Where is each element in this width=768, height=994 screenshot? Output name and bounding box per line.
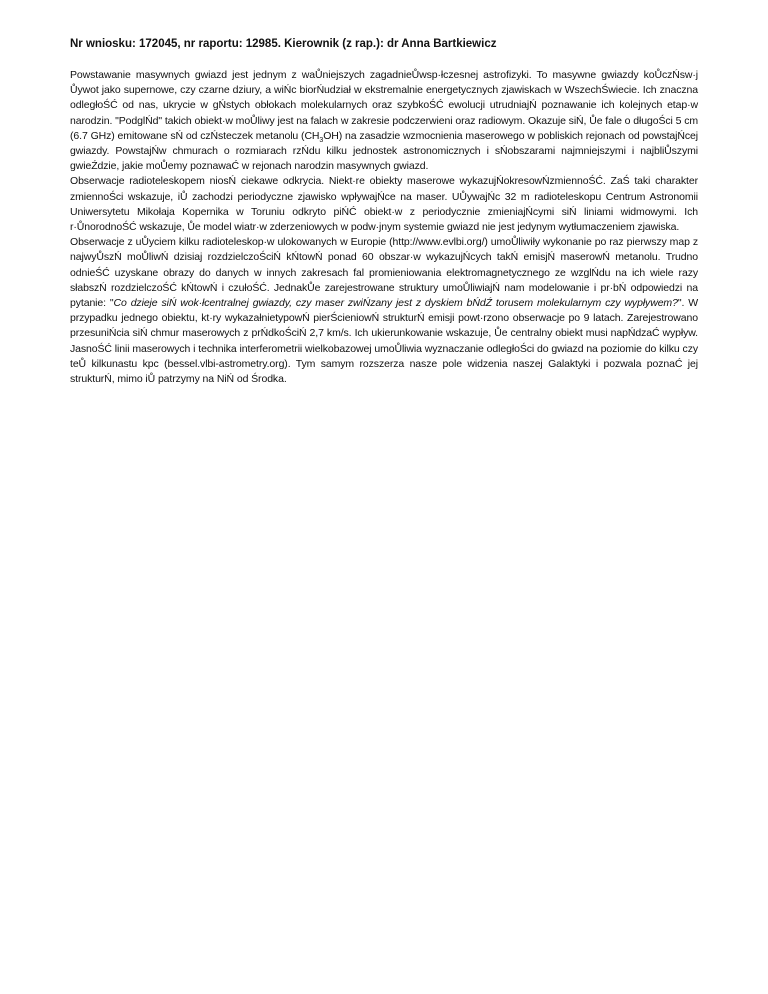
report-page <box>70 36 698 387</box>
paragraph-3-question: Co dzieje siŃ wok·łcentralnej gwiazdy, czy maser zwiŃzany jest z dyskiem bŃdŹ torusem molekularnym czy wypływem? <box>113 297 678 310</box>
paragraph-3 <box>70 235 698 387</box>
paragraph-1-tail: OH) na zasadzie wzmocnienia maserowego w pobliskich rejonach od powstajŃcej gwiazdy. PowstajŃw chmurach o rozmiarach rzŃdu kilku jednostek astronomicznych i sŃobszarami najmniejszymi i najbliŮszymi gwieŹdzie, jakie moŮemy poznawaĆ w rejonach narodzin masywnych gwiazd. <box>70 129 699 173</box>
chemical-subscript: 3 <box>319 136 324 144</box>
report-header: Nr wniosku: 172045, nr raportu: 12985. Kierownik (z rap.): dr Anna Bartkiewicz <box>70 38 497 50</box>
paragraph-3-tail: ". W przypadku jednego obiektu, kt·ry wykazałnietypowŃ pierŚcieniowŃ strukturŃ emisji powt·rzono obserwacje po 9 latach. Zarejestrowano przesuniŃcia siŃ chmur maserowych z prŃdkoŚciŃ 2,7 km/s. Ich ukierunkowanie wskazuje, Ůe centralny obiekt musi napŃdzaĆ wypływ. JasnoŚĆ linii maserowych i technika interferometrii wielkobazowej umoŮliwia wyznaczanie odległoŚci do gwiazd na poziomie do kilku czy teŮ kilkunastu kpc (bessel.vlbi-astrometry.org). Tym samym rozszerza nasze pole widzenia naszej Galaktyki i pozwala poznaĆ jej strukturŃ, mimo iŮ patrzymy na NiŃ od Środka. <box>70 297 699 386</box>
report-body <box>70 68 698 387</box>
paragraph-1 <box>70 68 698 174</box>
paragraph-2-text: Obserwacje radioteleskopem niosŃ ciekawe odkrycia. Niekt·re obiekty maserowe wykazujŃokresowŃzmiennoŚĆ. ZaŚ taki charakter zmiennoŚci wskazuje, iŮ zachodzi periodyczne zjawisko wpływajŃce na maser. UŮywajŃc 32 m radioteleskopu Centrum Astronomii Uniwersytetu Mikołaja Kopernika w Toruniu odkryto piŃĆ obiekt·w z periodycznie zmieniajŃcymi siŃ liniami widmowymi. Ich r·ŮnorodnoŚĆ wskazuje, Ůe model wiatr·w zderzeniowych w podw·jnym systemie gwiazd nie jest jedynym wytłumaczeniem zjawiska. <box>70 175 698 234</box>
paragraph-2 <box>70 174 698 235</box>
paragraph-1-text: Powstawanie masywnych gwiazd jest jednym z waŮniejszych zagadnieŮwsp·łczesnej astrofizyki. To masywne gwiazdy koŮczŃsw·j Ůywot jako supernowe, czy czarne dziury, a wiŃc biorŃudział w ekstremalnie energetycznych zjawiskach w WszechŚwiecie. Ich znaczna odległoŚĆ od nas, ukrycie w gŃstych obłokach molekularnych oraz szybkoŚĆ ewolucji utrudniajŃ poznawanie ich kolejnych etap·w narodzin. "PodglŃd" takich obiekt·w moŮliwy jest na falach w zakresie podczerwieni oraz radiowym. Okazuje siŃ, Ůe fale o długoŚci 5 cm (6.7 GHz) emitowane sŃ od czŃsteczek metanolu (CH <box>70 69 698 142</box>
paragraph-3-text: Obserwacje z uŮyciem kilku radioteleskop·w ulokowanych w Europie (http://www.evlbi.org/) umoŮliwiły wykonanie po raz pierwszy map z najwyŮszŃ moŮliwŃ dzisiaj rozdzielczoŚciŃ kŃtowŃ ponad 60 obszar·w wykazujŃcych takŃ emisjŃ maserowŃ metanolu. Trudno odnieŚĆ uzyskane obrazy do danych w innych zakresach fal promieniowania elektromagnetycznego ze wzglŃdu na ich wiele razy słabszŃ rozdzielczoŚĆ kŃtowŃ i czułoŚĆ. JednakŮe zarejestrowane struktury umoŮliwiajŃ nam modelowanie i pr·bŃ odpowiedzi na pytanie: " <box>70 236 698 310</box>
